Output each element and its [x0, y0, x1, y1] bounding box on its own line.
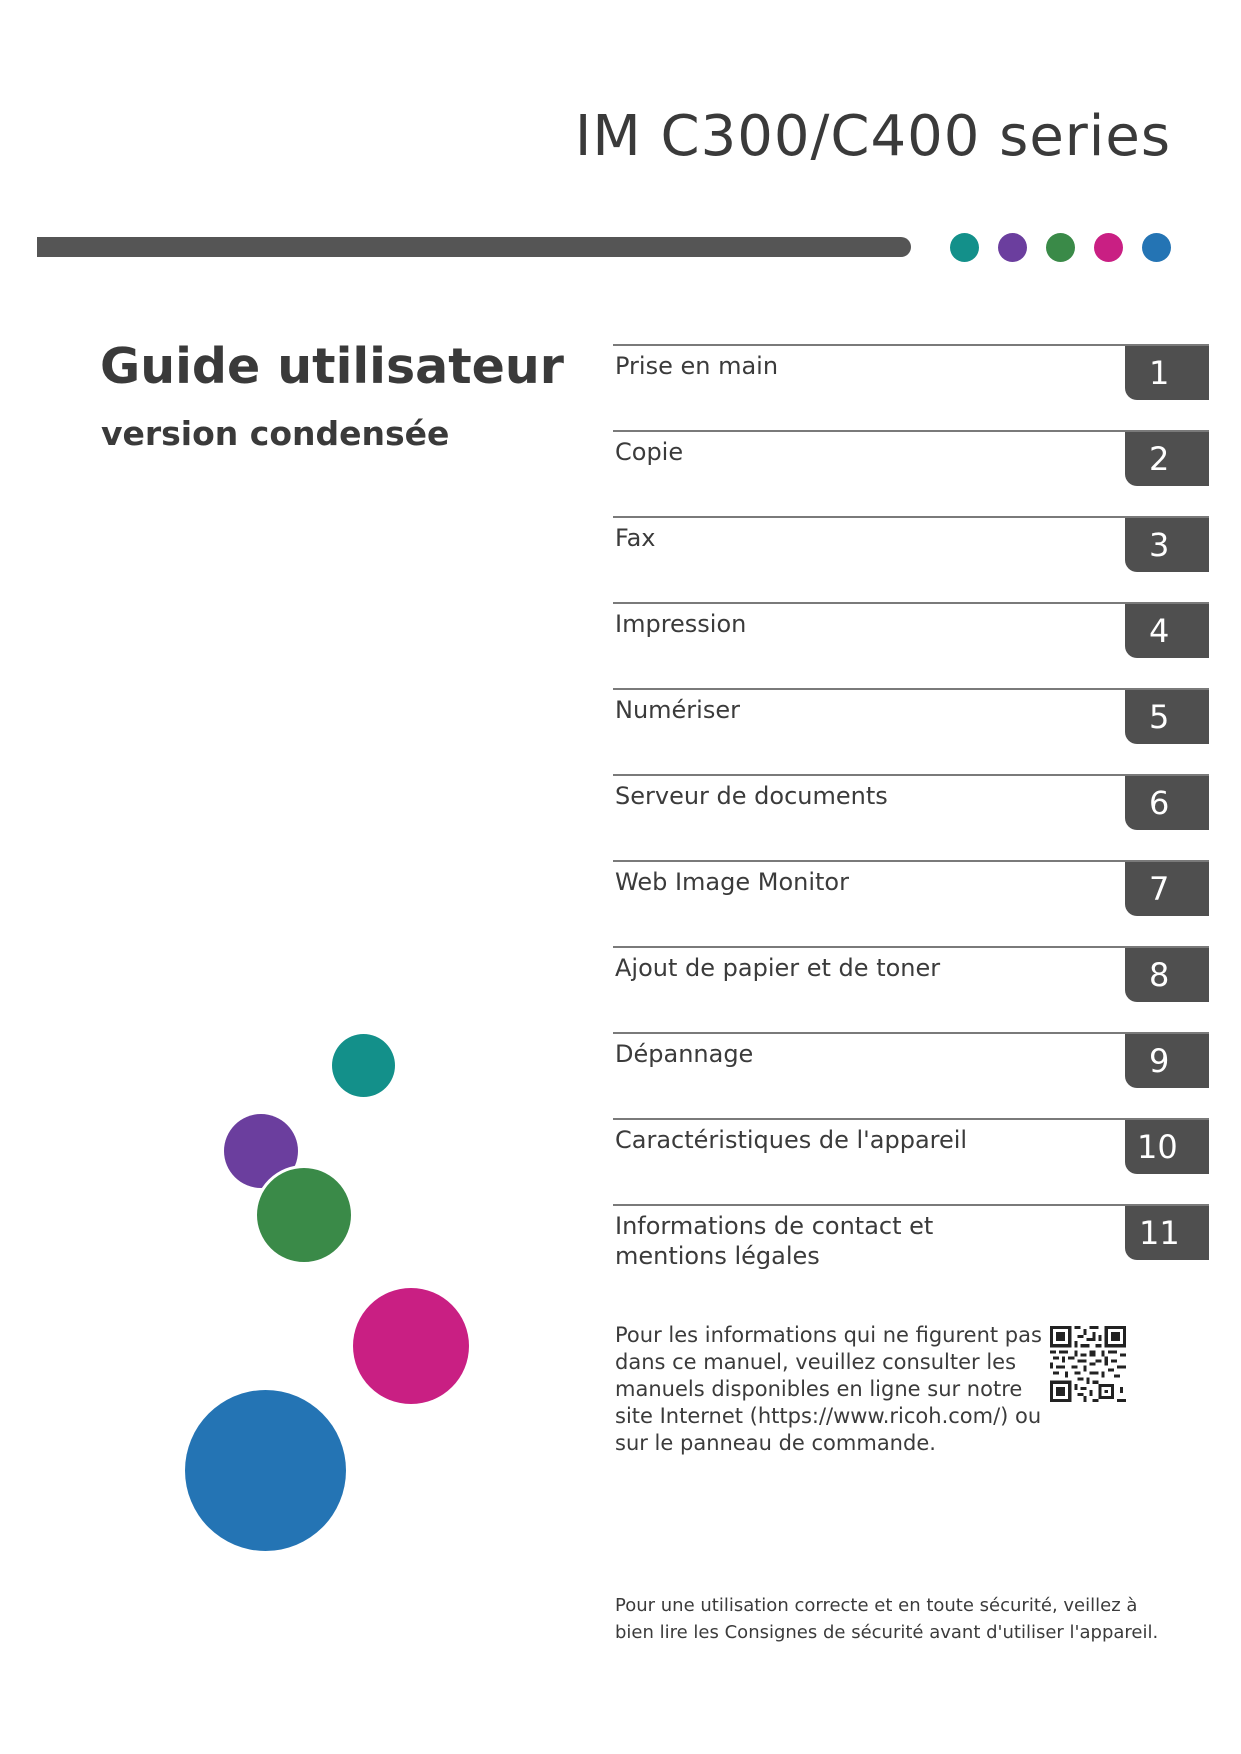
chapter-tab: 2 [1125, 432, 1209, 486]
chapter-tab: 7 [1125, 862, 1209, 916]
toc-item-label: Serveur de documents [615, 782, 888, 810]
toc-item-8[interactable] [613, 946, 1209, 1006]
chapter-tab: 4 [1125, 604, 1209, 658]
toc-item-label: Dépannage [615, 1040, 754, 1068]
qr-code-icon[interactable] [1050, 1326, 1126, 1402]
toc-item-6[interactable] [613, 774, 1209, 834]
chapter-tab: 1 [1125, 346, 1209, 400]
chapter-tab: 3 [1125, 518, 1209, 572]
chapter-tab: 6 [1125, 776, 1209, 830]
series-title: IM C300/C400 series [574, 104, 1171, 169]
toc-item-3[interactable] [613, 516, 1209, 576]
toc-item-label: Prise en main [615, 352, 779, 380]
toc-item-4[interactable] [613, 602, 1209, 662]
document-subtitle: version condensée [101, 414, 450, 453]
toc-item-label: Web Image Monitor [615, 868, 849, 896]
magenta-dot [1094, 233, 1123, 262]
toc-item-7[interactable] [613, 860, 1209, 920]
toc-item-label: Copie [615, 438, 684, 466]
toc-item-9[interactable] [613, 1032, 1209, 1092]
toc-item-label: Informations de contact et mentions légales [615, 1212, 934, 1270]
blue-dot [1142, 233, 1171, 262]
chapter-tab: 5 [1125, 690, 1209, 744]
blue-circle [185, 1390, 346, 1551]
toc-item-1[interactable] [613, 344, 1209, 404]
magenta-circle [353, 1288, 469, 1404]
toc-item-label: Fax [615, 524, 656, 552]
green-circle [254, 1165, 354, 1265]
toc-item-label: Caractéristiques de l'appareil [615, 1126, 968, 1154]
toc-item-label: Numériser [615, 696, 740, 724]
green-dot [1046, 233, 1075, 262]
purple-dot [998, 233, 1027, 262]
chapter-tab: 11 [1125, 1206, 1209, 1260]
chapter-tab: 10 [1125, 1120, 1209, 1174]
header-bar [37, 237, 911, 257]
toc-item-2[interactable] [613, 430, 1209, 490]
toc-item-11[interactable] [613, 1204, 1209, 1270]
toc-item-5[interactable] [613, 688, 1209, 748]
toc-item-10[interactable] [613, 1118, 1209, 1178]
document-title: Guide utilisateur [100, 338, 564, 395]
online-manuals-note: Pour les informations qui ne figurent pas dans ce manuel, veuillez consulter les manuels disponibles en ligne sur notre site Internet (https://www.ricoh.com/) ou sur le panneau de commande. [615, 1323, 1042, 1455]
teal-dot [950, 233, 979, 262]
safety-note: Pour une utilisation correcte et en toute sécurité, veillez à bien lire les Consignes de sécurité avant d'utiliser l'appareil. [615, 1595, 1159, 1643]
chapter-tab: 8 [1125, 948, 1209, 1002]
toc-item-label: Impression [615, 610, 747, 638]
toc-item-label: Ajout de papier et de toner [615, 954, 941, 982]
teal-circle [332, 1034, 395, 1097]
chapter-tab: 9 [1125, 1034, 1209, 1088]
